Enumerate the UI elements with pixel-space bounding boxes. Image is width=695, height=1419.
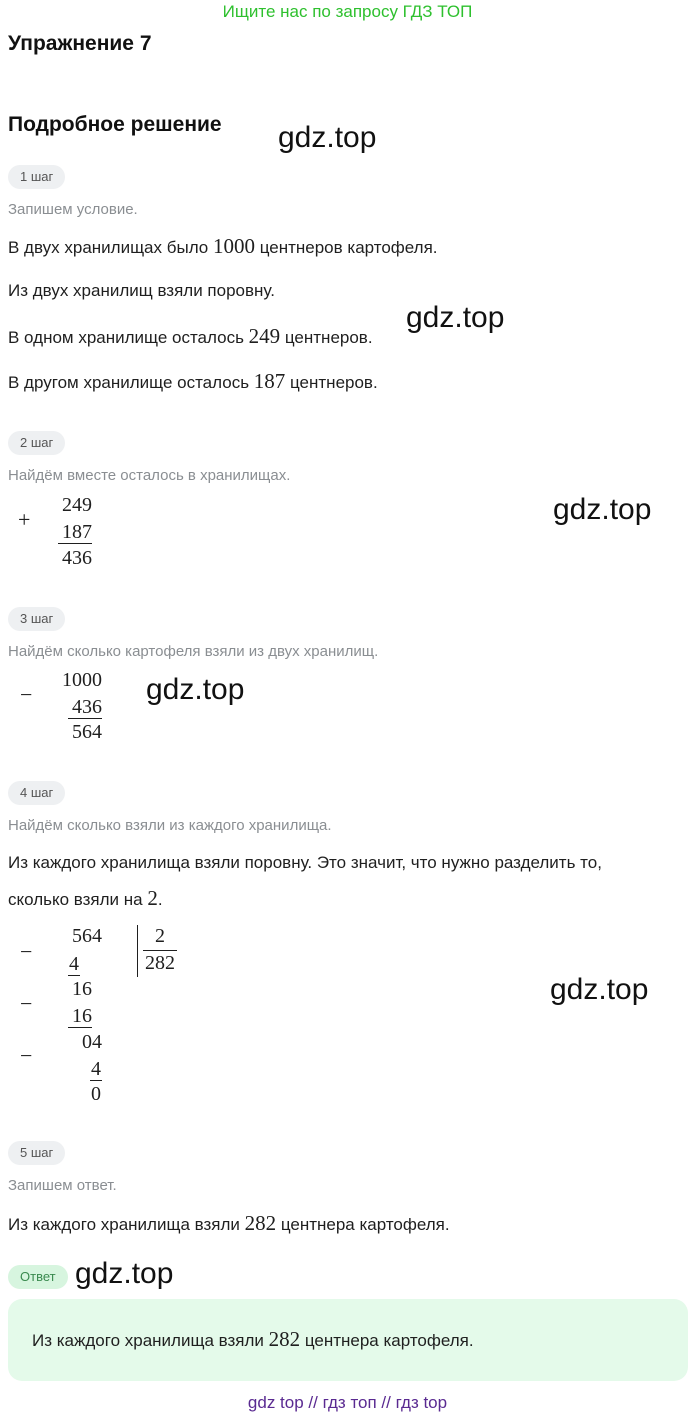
division-row: 4 [91,1058,101,1080]
condition-line: В одном хранилище осталось 249 центнеров. [8,324,373,348]
condition-line: В другом хранилище осталось 187 центнеров. [8,369,378,393]
dividend: 564 [72,925,102,947]
subtrahend: 436 [68,695,102,719]
condition-line: Из двух хранилищ взяли поровну. [8,281,275,300]
addend: 249 [62,494,92,516]
watermark: gdz.top [406,301,505,334]
explanation-line: сколько взяли на 2. [8,886,163,910]
section-title: Подробное решение [8,113,222,136]
divisor: 2 [155,925,165,947]
step-badge: 4 шаг [8,781,65,805]
division-bar [137,925,138,977]
division-row: 04 [82,1031,102,1053]
step-badge: 1 шаг [8,165,65,189]
answer-text: Из каждого хранилища взяли 282 центнера картофеля. [32,1327,474,1351]
condition-line: В двух хранилищах было 1000 центнеров картофеля. [8,234,438,258]
division-row: 16 [72,978,92,1000]
step-badge: 5 шаг [8,1141,65,1165]
minus-sign: − [20,991,33,1016]
minuend: 1000 [62,669,102,691]
divisor-line [143,950,177,951]
footer-links[interactable]: gdz top // гдз топ // гдз top [247,1393,448,1412]
minus-sign: − [20,939,33,964]
difference-result: 564 [72,721,102,743]
promo-banner[interactable]: Ищите нас по запросу ГДЗ ТОП [222,2,473,21]
quotient: 282 [145,952,175,974]
page-title: Упражнение 7 [8,32,152,55]
sum-result: 436 [62,547,92,569]
division-row: 4 [69,953,79,975]
answer-badge: Ответ [8,1265,68,1289]
division-row: 16 [68,1004,92,1028]
step-badge: 3 шаг [8,607,65,631]
step-hint: Найдём сколько взяли из каждого хранилища. [8,817,332,834]
step-hint: Найдём сколько картофеля взяли из двух хранилищ. [8,643,379,660]
plus-sign: + [18,507,31,532]
answer-line: Из каждого хранилища взяли 282 центнера картофеля. [8,1211,450,1235]
minus-sign: − [20,682,33,707]
watermark: gdz.top [146,673,245,706]
watermark: gdz.top [553,493,652,526]
explanation-line: Из каждого хранилища взяли поровну. Это значит, что нужно разделить то, [8,853,602,872]
division-remainder: 0 [91,1083,101,1105]
step-hint: Найдём вместе осталось в хранилищах. [8,467,291,484]
addend: 187 [58,520,92,544]
watermark: gdz.top [75,1257,174,1290]
watermark: gdz.top [550,973,649,1006]
watermark: gdz.top [278,121,377,154]
minus-sign: − [20,1043,33,1068]
step-badge: 2 шаг [8,431,65,455]
step-hint: Запишем условие. [8,201,138,218]
step-hint: Запишем ответ. [8,1177,117,1194]
